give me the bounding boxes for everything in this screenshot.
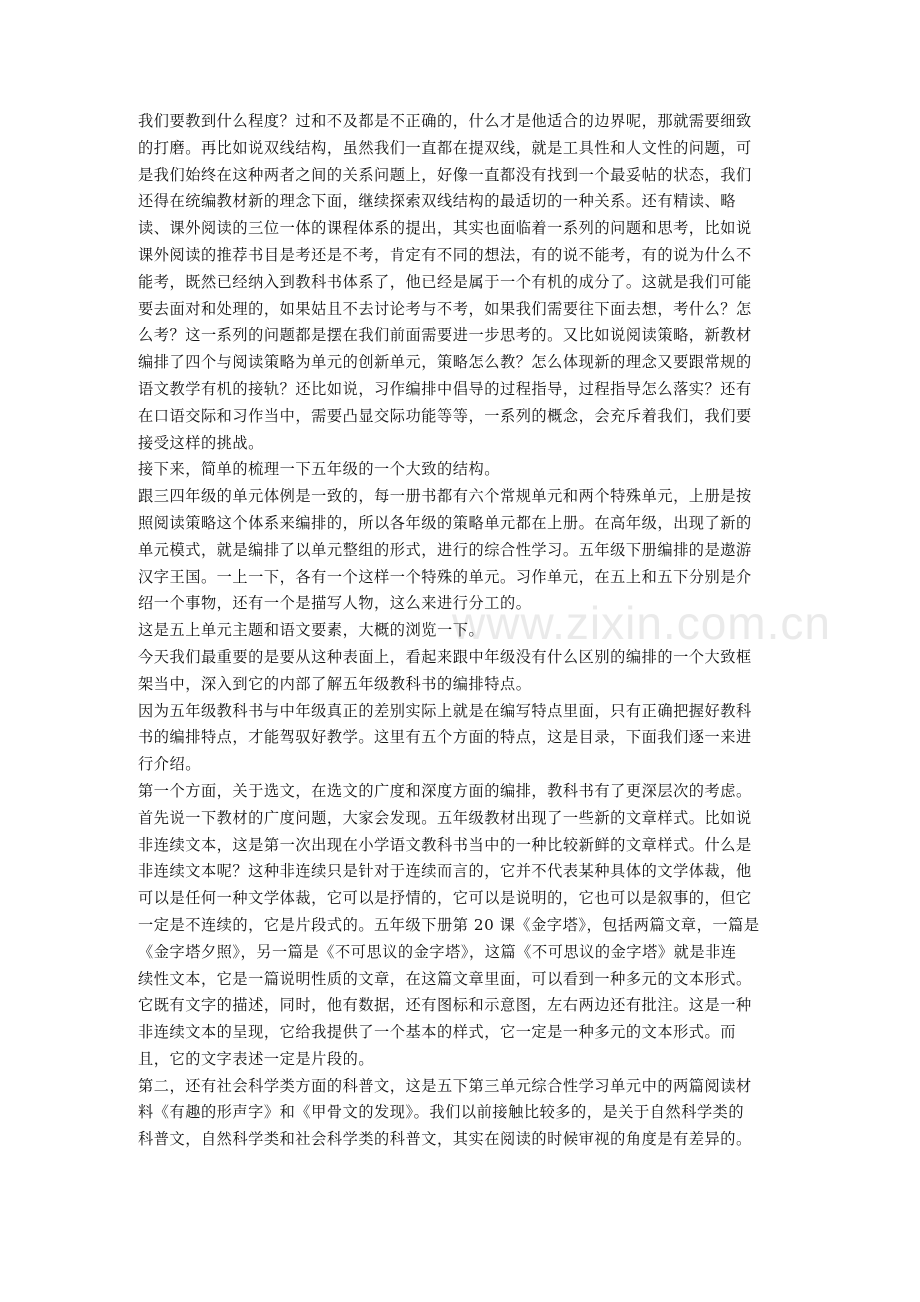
text-line: 还得在统编教材新的理念下面，继续探索双线结构的最适切的一种关系。还有精读、略 bbox=[138, 192, 737, 211]
text-line: 接下来，简单的梳理一下五年级的一个大致的结构。 bbox=[138, 460, 500, 479]
text-line: 的打磨。再比如说双线结构，虽然我们一直都在提双线，就是工具性和人文性的问题，可 bbox=[138, 138, 752, 157]
text-line: 续性文本，它是一篇说明性质的文章，在这篇文章里面，可以看到一种多元的文本形式。 bbox=[138, 969, 752, 988]
text-line: 行介绍。 bbox=[138, 755, 201, 774]
text-line: 读、课外阅读的三位一体的课程体系的提出，其实也面临着一系列的问题和思考，比如说 bbox=[138, 219, 752, 238]
document-body bbox=[138, 108, 784, 1153]
text-line: 跟三四年级的单元体例是一致的，每一册书都有六个常规单元和两个特殊单元，上册是按 bbox=[138, 487, 752, 506]
text-line: 可以是任何一种文学体裁，它可以是抒情的，它可以是说明的，它也可以是叙事的，但它 bbox=[138, 889, 752, 908]
text-line: 语文教学有机的接轨？还比如说，习作编排中倡导的过程指导，过程指导怎么落实？还有 bbox=[138, 379, 752, 398]
text-line: 要去面对和处理的，如果姑且不去讨论考与不考，如果我们需要往下面去想，考什么？怎 bbox=[138, 299, 752, 318]
text-line: 这是五上单元主题和语文要素，大概的浏览一下。 bbox=[138, 621, 485, 640]
text-line: 能考，既然已经纳入到教科书体系了，他已经是属于一个有机的成分了。这就是我们可能 bbox=[138, 272, 752, 291]
text-line: 第一个方面，关于选文，在选文的广度和深度方面的编排，教科书有了更深层次的考虑。 bbox=[138, 781, 752, 800]
text-line: 我们要教到什么程度？过和不及都是不正确的，什么才是他适合的边界呢，那就需要细致 bbox=[138, 112, 752, 130]
text-line: 今天我们最重要的是要从这种表面上，看起来跟中年级没有什么区别的编排的一个大致框 bbox=[138, 647, 752, 666]
text-line: 因为五年级教科书与中年级真正的差别实际上就是在编写特点里面，只有正确把握好教科 bbox=[138, 701, 752, 720]
text-line: 照阅读策略这个体系来编排的，所以各年级的策略单元都在上册。在高年级，出现了新的 bbox=[138, 513, 752, 532]
text-line: 它既有文字的描述，同时，他有数据，还有图标和示意图，左右两边还有批注。这是一种 bbox=[138, 996, 752, 1015]
text-line: 一定是不连续的，它是片段式的。五年级下册第 20 课《金字塔》，包括两篇文章，一篇是 bbox=[138, 915, 760, 934]
text-line: 非连续文本的呈现，它给我提供了一个基本的样式，它一定是一种多元的文本形式。而 bbox=[138, 1023, 737, 1042]
text-line: 编排了四个与阅读策略为单元的创新单元，策略怎么教？怎么体现新的理念又要跟常规的 bbox=[138, 353, 752, 372]
text-line: 且，它的文字表述一定是片段的。 bbox=[138, 1049, 375, 1068]
text-line: 第二，还有社会科学类方面的科普文，这是五下第三单元综合性学习单元中的两篇阅读材 bbox=[138, 1076, 752, 1095]
text-line: 架当中，深入到它的内部了解五年级教科书的编排特点。 bbox=[138, 674, 532, 693]
text-line: 是我们始终在这种两者之间的关系问题上，好像一直都没有找到一个最妥帖的状态，我们 bbox=[138, 165, 752, 184]
text-line: 汉字王国。一上一下，各有一个这样一个特殊的单元。习作单元，在五上和五下分别是介 bbox=[138, 567, 752, 586]
text-line: 在口语交际和习作当中，需要凸显交际功能等等，一系列的概念，会充斥着我们，我们要 bbox=[138, 406, 752, 425]
text-line: 书的编排特点，才能驾驭好教学。这里有五个方面的特点，这是目录，下面我们逐一来进 bbox=[138, 728, 752, 747]
text-line: 科普文，自然科学类和社会科学类的科普文，其实在阅读的时候审视的角度是有差异的。 bbox=[138, 1130, 752, 1149]
text-line: 《金字塔夕照》，另一篇是《不可思议的金字塔》，这篇《不可思议的金字塔》就是非连 bbox=[138, 942, 737, 961]
text-line: 首先说一下教材的广度问题，大家会发现。五年级教材出现了一些新的文章样式。比如说 bbox=[138, 808, 752, 827]
text-line: 绍一个事物，还有一个是描写人物，这么来进行分工的。 bbox=[138, 594, 532, 613]
text-line: 么考？这一系列的问题都是摆在我们前面需要进一步思考的。又比如说阅读策略，新教材 bbox=[138, 326, 752, 345]
text-line: 接受这样的挑战。 bbox=[138, 433, 264, 452]
text-line: 料《有趣的形声字》和《甲骨文的发现》。我们以前接触比较多的，是关于自然科学类的 bbox=[138, 1103, 745, 1122]
text-line: 非连续文本呢？这种非连续只是针对于连续而言的，它并不代表某种具体的文学体裁，他 bbox=[138, 862, 752, 881]
text-line: 非连续文本，这是第一次出现在小学语文教科书当中的一种比较新鲜的文章样式。什么是 bbox=[138, 835, 752, 854]
text-line: 单元模式，就是编排了以单元整组的形式，进行的综合性学习。五年级下册编排的是遨游 bbox=[138, 540, 752, 559]
text-line: 课外阅读的推荐书目是考还是不考，肯定有不同的想法，有的说不能考，有的说为什么不 bbox=[138, 245, 752, 264]
watermark: www.zixin.com.cn bbox=[452, 597, 831, 649]
